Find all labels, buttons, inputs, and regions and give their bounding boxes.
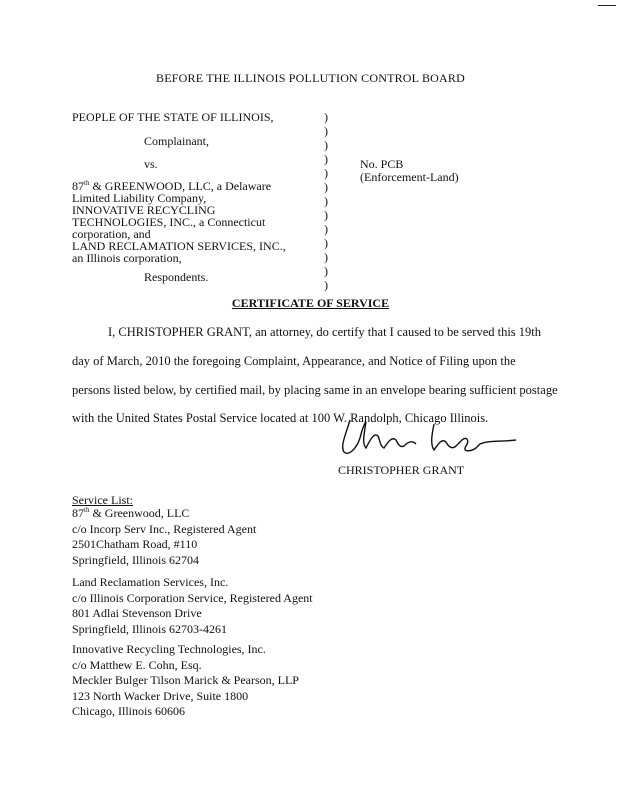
certificate-line: day of March, 2010 the foregoing Complaint, Appearance, and Notice of Filing upon the [72, 354, 516, 368]
service-entry-line: 2501Chatham Road, #110 [72, 537, 198, 551]
service-entry-line: Land Reclamation Services, Inc. [72, 575, 229, 589]
respondent-line: TECHNOLOGIES, INC., a Connecticut [72, 215, 266, 229]
service-entry-line: c/o Illinois Corporation Service, Registered Agent [72, 590, 313, 605]
service-entry-line: c/o Matthew E. Cohn, Esq. [72, 657, 202, 672]
respondent-line: an Illinois corporation, [72, 251, 182, 265]
complainant-label: Complainant, [144, 134, 209, 148]
case-type: (Enforcement-Land) [360, 170, 459, 184]
service-entry-3 [72, 642, 299, 720]
plaintiff-name: PEOPLE OF THE STATE OF ILLINOIS, [72, 110, 274, 124]
service-entry-line: c/o Incorp Serv Inc., Registered Agent [72, 521, 257, 536]
service-entry-line: 123 North Wacker Drive, Suite 1800 [72, 688, 249, 703]
signer-name: CHRISTOPHER GRANT [338, 463, 465, 477]
certificate-line: persons listed below, by certified mail, by placing same in an envelope bearing sufficient postage [72, 383, 558, 397]
service-entry-line: Springfield, Illinois 62704 [72, 552, 199, 567]
service-entry-2 [72, 575, 313, 637]
respondent-line: INNOVATIVE RECYCLING [72, 203, 216, 217]
certificate-line: I, CHRISTOPHER GRANT, an attorney, do certify that I caused to be served this 19th [108, 325, 542, 339]
respondent-line: LAND RECLAMATION SERVICES, INC., [72, 239, 286, 253]
service-entry-line: Meckler Bulger Tilson Marick & Pearson, LLP [72, 673, 299, 687]
service-list-heading: Service List: [72, 493, 133, 507]
certificate-title: CERTIFICATE OF SERVICE [231, 296, 390, 310]
board-title: BEFORE THE ILLINOIS POLLUTION CONTROL BOARD [156, 71, 465, 85]
service-entry-line: 801 Adlai Stevenson Drive [72, 606, 202, 620]
respondent-line: Limited Liability Company, [72, 191, 207, 205]
corner-mark [598, 5, 616, 6]
service-entry-line: Innovative Recycling Technologies, Inc. [72, 642, 266, 656]
signature-graphic [330, 410, 530, 460]
service-entry-1 [72, 506, 256, 568]
certificate-line: with the United States Postal Service located at 100 W. Randolph, Chicago Illinois. [72, 411, 489, 425]
caption-parentheses: ) ) ) ) ) ) ) ) ) ) ) ) ) [324, 110, 328, 292]
service-entry-line: Chicago, Illinois 60606 [72, 704, 185, 718]
service-entry-line: Springfield, Illinois 62703-4261 [72, 621, 227, 636]
respondents-label: Respondents. [144, 270, 209, 284]
service-entry-line: 87th & Greenwood, LLC [72, 506, 190, 520]
respondents-block [72, 180, 286, 264]
respondent-line: corporation, and [72, 227, 151, 241]
case-number: No. PCB [360, 157, 404, 171]
versus-label: vs. [144, 157, 158, 171]
respondent-line: 87th & GREENWOOD, LLC, a Delaware [72, 179, 272, 193]
